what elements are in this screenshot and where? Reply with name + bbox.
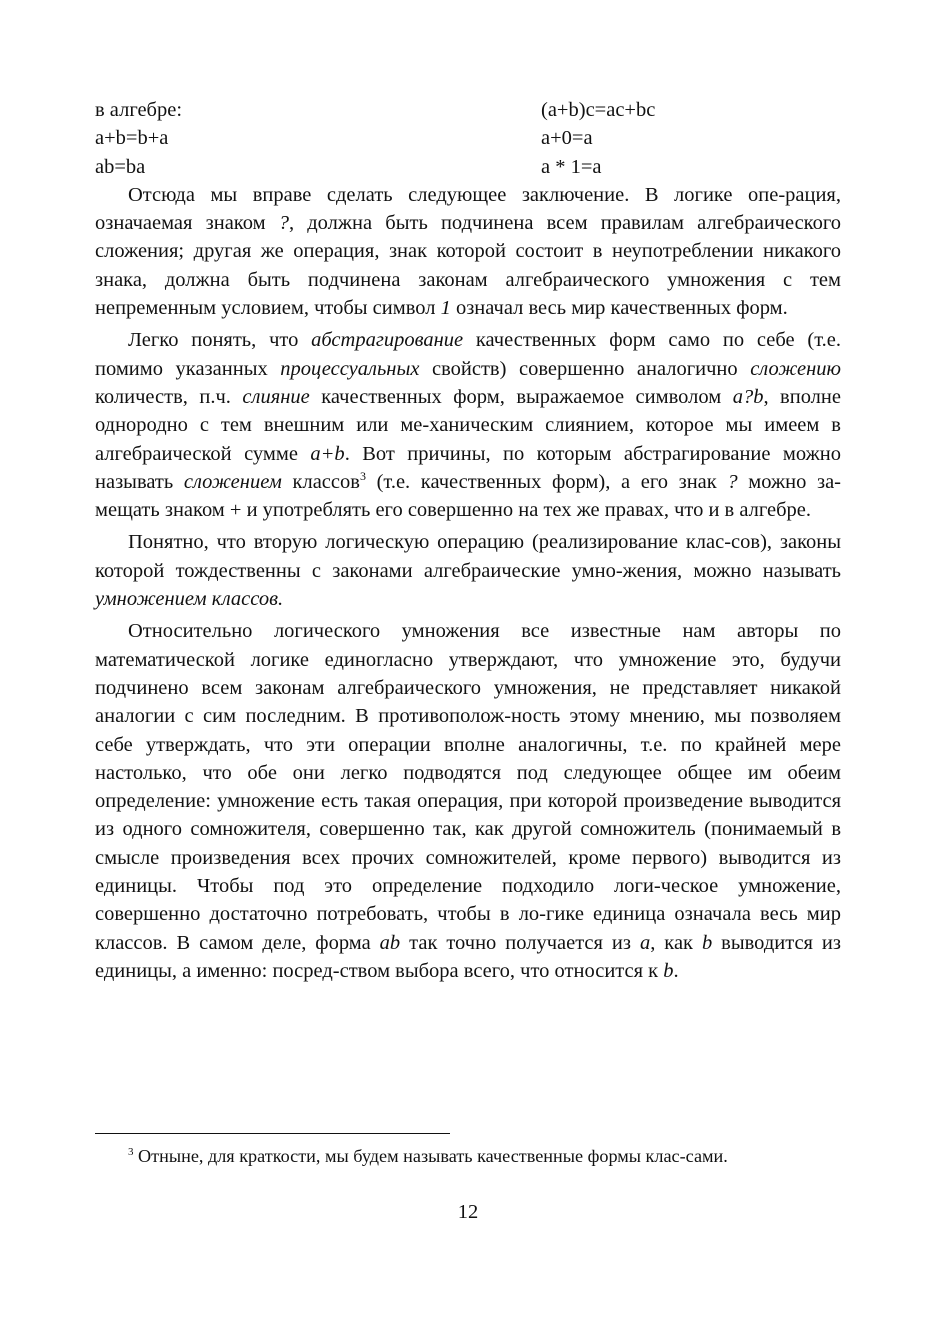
italic-term: процессуальных: [280, 357, 420, 380]
italic-symbol: ?: [278, 212, 289, 235]
italic-formula: a: [639, 931, 651, 954]
italic-term: сложению: [750, 357, 841, 380]
italic-symbol: ?: [727, 470, 738, 493]
text-run: классов: [281, 470, 360, 493]
italic-formula: b: [701, 931, 713, 954]
paragraph-conclusion: [95, 181, 841, 322]
paragraph-logical-multiplication: [95, 617, 841, 985]
formula-left: ab=ba: [95, 155, 146, 178]
italic-term: слияние: [242, 385, 310, 408]
text-run: . Вот причины, по которым абстрагирование можно называть: [95, 442, 842, 493]
text-run: качественных форм само по себе (т.е. помимо указанных: [95, 329, 841, 380]
text-run: означал весь мир качественных форм.: [450, 297, 788, 320]
italic-formula: b: [663, 959, 674, 982]
text-run: .: [673, 959, 679, 982]
text-run: , как: [650, 931, 702, 954]
text-run: качественных форм, выражаемое символом: [309, 385, 733, 408]
paragraph-class-multiplication: [95, 528, 841, 613]
footnote-text: Отныне, для краткости, мы будем называть качественные формы клас-сами.: [133, 1146, 728, 1166]
italic-formula: a+b: [310, 442, 345, 465]
footnote-reference[interactable]: 3: [359, 468, 366, 483]
italic-formula: ab: [379, 931, 401, 954]
text-run: Легко понять, что: [128, 329, 312, 352]
text-run: Понятно, что вторую логическую операцию (реализирование клас-сов), законы которой тождественны с законами алгебраические умно-жения, можно называть: [95, 531, 841, 582]
text-run: , вполне однородно с тем внешним или ме-ханическим слиянием, которое мы имеем в алгебраической сумме: [95, 385, 841, 465]
text-run: (т.е. качественных форм), а его знак: [365, 470, 728, 493]
formula-left: в алгебре:: [95, 99, 183, 121]
italic-symbol: 1: [440, 297, 451, 320]
footnote-divider: [95, 1133, 450, 1134]
formula-right: a * 1=a: [541, 155, 602, 178]
text-run: Отсюда мы вправе сделать следующее заключение. В логике опе-рация, означаемая знаком: [95, 183, 841, 235]
paragraph-abstraction: [95, 326, 841, 524]
formula-row: [95, 124, 841, 152]
italic-term: сложением: [183, 470, 282, 493]
page-number: 12: [457, 1201, 479, 1223]
formula-row: [95, 153, 841, 181]
text-run: так точно получается из: [400, 931, 640, 954]
formula-left: a+b=b+a: [95, 127, 169, 150]
page-body: [95, 96, 841, 985]
formula-right: (a+b)c=ac+bc: [541, 99, 656, 121]
formula-row: [95, 96, 841, 124]
italic-formula: a?b: [732, 385, 764, 408]
formula-right: a+0=a: [541, 127, 593, 150]
text-run: выводится из единицы, а именно: посред-ством выбора всего, что относится к: [95, 931, 842, 982]
italic-term: абстрагирование: [311, 329, 464, 352]
text-run: свойств) совершенно аналогично: [419, 357, 751, 380]
footnote: [95, 1143, 841, 1170]
footnote-number: 3: [128, 1146, 134, 1158]
italic-term: умножением классов.: [95, 588, 284, 611]
text-run: , должна быть подчинена всем правилам алгебраического сложения; другая же операция, знак которой состоит в неупотреблении никакого знака, должна быть подчинена законам алгебраического умножения с тем непременным условием, чтобы символ: [95, 212, 842, 320]
text-run: количеств, п.ч.: [95, 385, 243, 408]
text-run: можно за-мещать знаком + и употреблять его совершенно на тех же правах, что и в алгебре.: [95, 470, 841, 522]
text-run: Относительно логического умножения все известные нам авторы по математической логике единогласно утверждают, что умножение это, будучи подчинено всем законам алгебраического умножения, не представляет никакой аналогии с сим последним. В противополож-ность этому мнению, мы позволяем себе утверждать, что эти операции вполне аналогичны, т.е. по крайней мере настолько, что обе они легко подводятся под следующее общее им обеим определение: умножение есть такая операция, при которой произведение выводится из одного сомножителя, совершенно так, как другой сомножитель (понимаемый в смысле произведения всех прочих сомножителей, кроме первого) выводится из единицы. Чтобы под это определение подходило логи-ческое умножение, совершенно достаточно потребовать, чтобы в ло-гике единица означала весь мир классов. В самом деле, форма: [95, 620, 841, 954]
